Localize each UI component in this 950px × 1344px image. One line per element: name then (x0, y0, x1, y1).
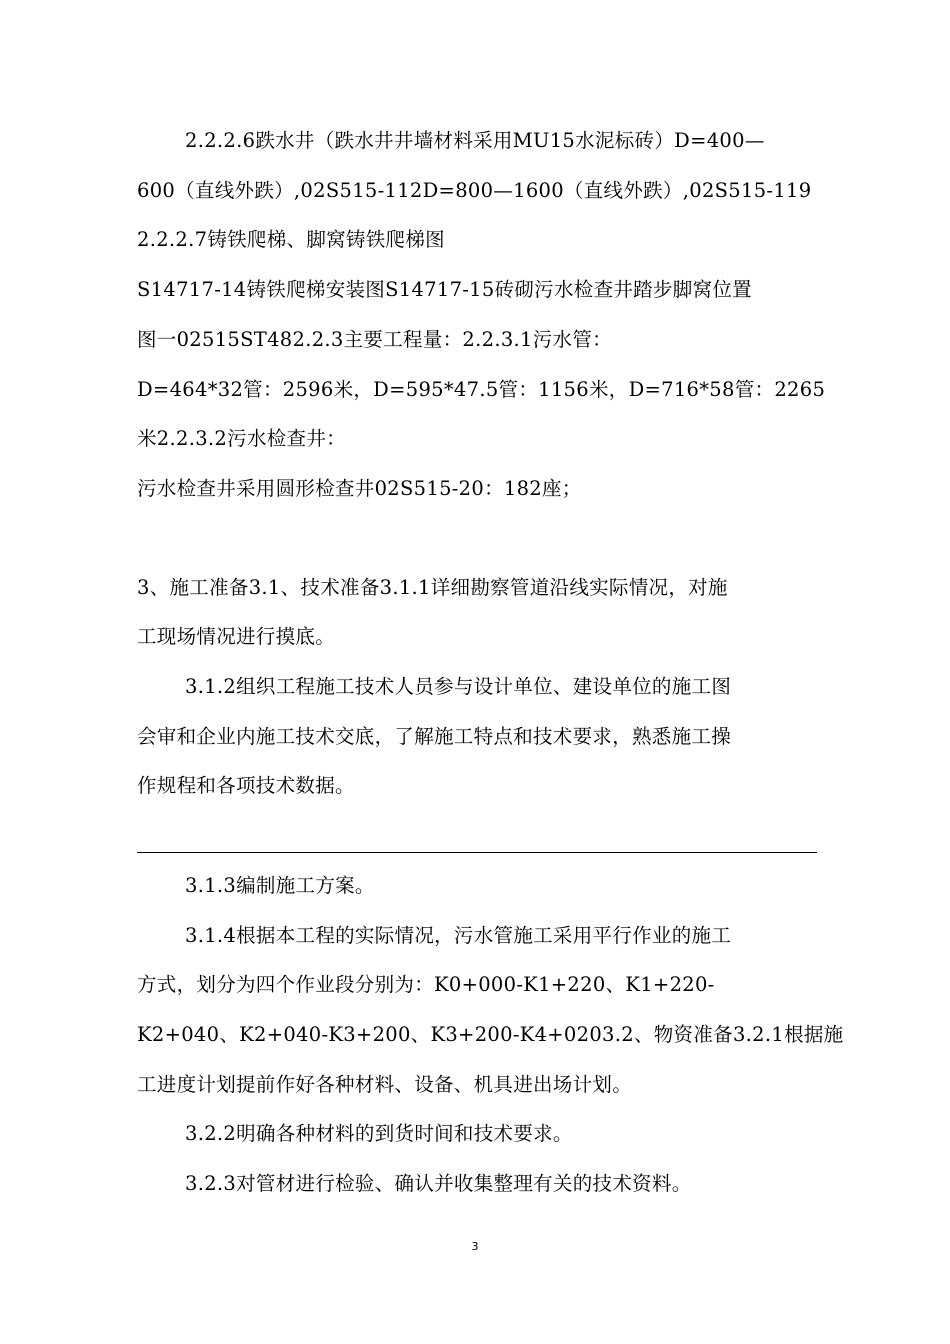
text-line: 工进度计划提前作好各种材料、设备、机具进出场计划。 (137, 1073, 633, 1096)
text-line: D=464*32管：2596米，D=595*47.5管：1156米，D=716*58管：2265 (137, 378, 826, 401)
text-line: 米2.2.3.2污水检查井： (137, 427, 346, 450)
page-number: 3 (471, 1240, 479, 1253)
text-line: 3.2.2明确各种材料的到货时间和技术要求。 (185, 1122, 573, 1145)
text-line: 600（直线外跌）,02S515-112D=800—1600（直线外跌）,02S515-119 (137, 179, 812, 202)
text-line: 作规程和各项技术数据。 (137, 774, 355, 797)
text-line: K2+040、K2+040-K3+200、K3+200-K4+0203.2、物资准备3.2.1根据施 (137, 1023, 844, 1046)
text-line: 3.1.4根据本工程的实际情况，污水管施工采用平行作业的施工 (185, 924, 732, 947)
text-line: 会审和企业内施工技术交底，了解施工特点和技术要求，熟悉施工操 (137, 725, 732, 748)
text-line: 2.2.2.7铸铁爬梯、脚窝铸铁爬梯图 (137, 228, 445, 251)
text-line: 工现场情况进行摸底。 (137, 625, 336, 648)
text-line: 3.1.2组织工程施工技术人员参与设计单位、建设单位的施工图 (185, 675, 732, 698)
text-line: 图一02515ST482.2.3主要工程量：2.2.3.1污水管： (137, 328, 612, 351)
text-line: 3、施工准备3.1、技术准备3.1.1详细勘察管道沿线实际情况，对施 (137, 576, 728, 599)
text-line: 污水检查井采用圆形检查井02S515-20：182座； (137, 477, 582, 500)
horizontal-divider (137, 852, 817, 853)
text-line: S14717-14铸铁爬梯安装图S14717-15砖砌污水检查井踏步脚窝位置 (137, 278, 752, 301)
text-line: 3.1.3编制施工方案。 (185, 874, 375, 897)
text-line: 3.2.3对管材进行检验、确认并收集整理有关的技术资料。 (185, 1172, 692, 1195)
text-line: 方式，划分为四个作业段分别为：K0+000-K1+220、K1+220- (137, 973, 715, 996)
text-line: 2.2.2.6跌水井（跌水井井墙材料采用MU15水泥标砖）D=400— (185, 129, 765, 152)
